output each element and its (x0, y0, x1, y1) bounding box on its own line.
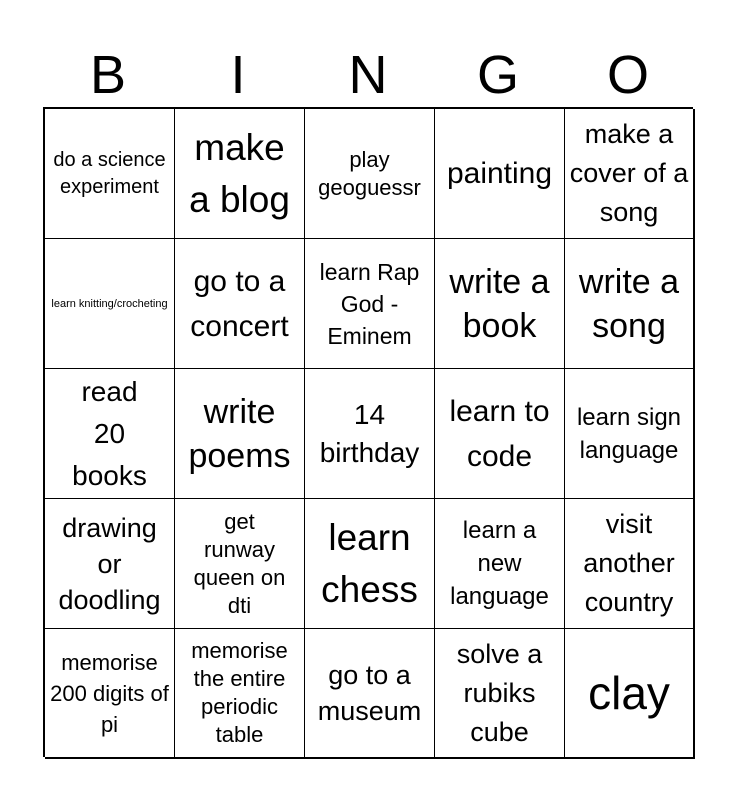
bingo-cell[interactable] (435, 629, 565, 759)
bingo-cell[interactable] (175, 369, 305, 499)
cell-text: memorise 200 digits of pi (50, 649, 169, 737)
bingo-cell[interactable] (175, 239, 305, 369)
cell-text: learn to code (449, 394, 550, 473)
cell-text: drawing or doodling (58, 512, 161, 615)
cell-text: clay (588, 667, 670, 719)
cell-text: memorise the entire periodic table (191, 638, 288, 747)
cell-text: do a science experiment (53, 148, 166, 198)
cell-text: play geoguessr (318, 146, 421, 200)
bingo-cell[interactable] (175, 499, 305, 629)
header-letter-o: O (606, 45, 649, 105)
bingo-cell[interactable] (305, 499, 435, 629)
bingo-header (43, 44, 693, 106)
bingo-cell[interactable] (435, 109, 565, 239)
cell-text: painting (446, 157, 553, 190)
bingo-cell[interactable] (565, 109, 695, 239)
bingo-cell[interactable] (175, 629, 305, 759)
bingo-cell[interactable] (565, 629, 695, 759)
cell-text: write a song (578, 262, 680, 345)
cell-text: go to a museum (317, 660, 422, 726)
cell-text: get runway queen on dti (193, 508, 286, 618)
cell-text: read 20 books (72, 375, 147, 491)
bingo-cell[interactable] (565, 369, 695, 499)
bingo-cell[interactable] (565, 499, 695, 629)
bingo-cell[interactable] (45, 499, 175, 629)
cell-text: write a book (449, 262, 550, 345)
cell-text: learn chess (321, 516, 418, 610)
header-letter-b: B (89, 45, 127, 105)
cell-text: make a blog (189, 126, 290, 220)
cell-text: 14 birthday (319, 398, 420, 468)
cell-text: learn Rap God - Eminem (319, 258, 420, 349)
cell-text: learn knitting/crocheting (51, 297, 168, 310)
bingo-cell[interactable] (435, 239, 565, 369)
bingo-cell[interactable] (305, 239, 435, 369)
cell-text: visit another country (583, 509, 675, 617)
bingo-cell[interactable] (305, 109, 435, 239)
bingo-cell[interactable] (45, 629, 175, 759)
bingo-cell[interactable] (305, 369, 435, 499)
bingo-cell[interactable] (45, 239, 175, 369)
cell-text: solve a rubiks cube (456, 638, 543, 747)
bingo-board (43, 107, 693, 757)
bingo-cell[interactable] (45, 109, 175, 239)
bingo-cell[interactable] (175, 109, 305, 239)
bingo-cell[interactable] (435, 499, 565, 629)
cell-text: make a cover of a song (569, 119, 689, 227)
cell-text: go to a concert (190, 264, 289, 343)
header-letter-i: I (230, 45, 246, 105)
bingo-cell[interactable] (45, 369, 175, 499)
bingo-cell[interactable] (435, 369, 565, 499)
bingo-cell[interactable] (305, 629, 435, 759)
bingo-cell[interactable] (565, 239, 695, 369)
header-letter-n: N (348, 45, 388, 105)
cell-text: learn sign language (576, 403, 682, 464)
header-letter-g: G (476, 45, 519, 105)
cell-text: learn a new language (450, 517, 549, 610)
cell-text: write poems (188, 392, 291, 475)
